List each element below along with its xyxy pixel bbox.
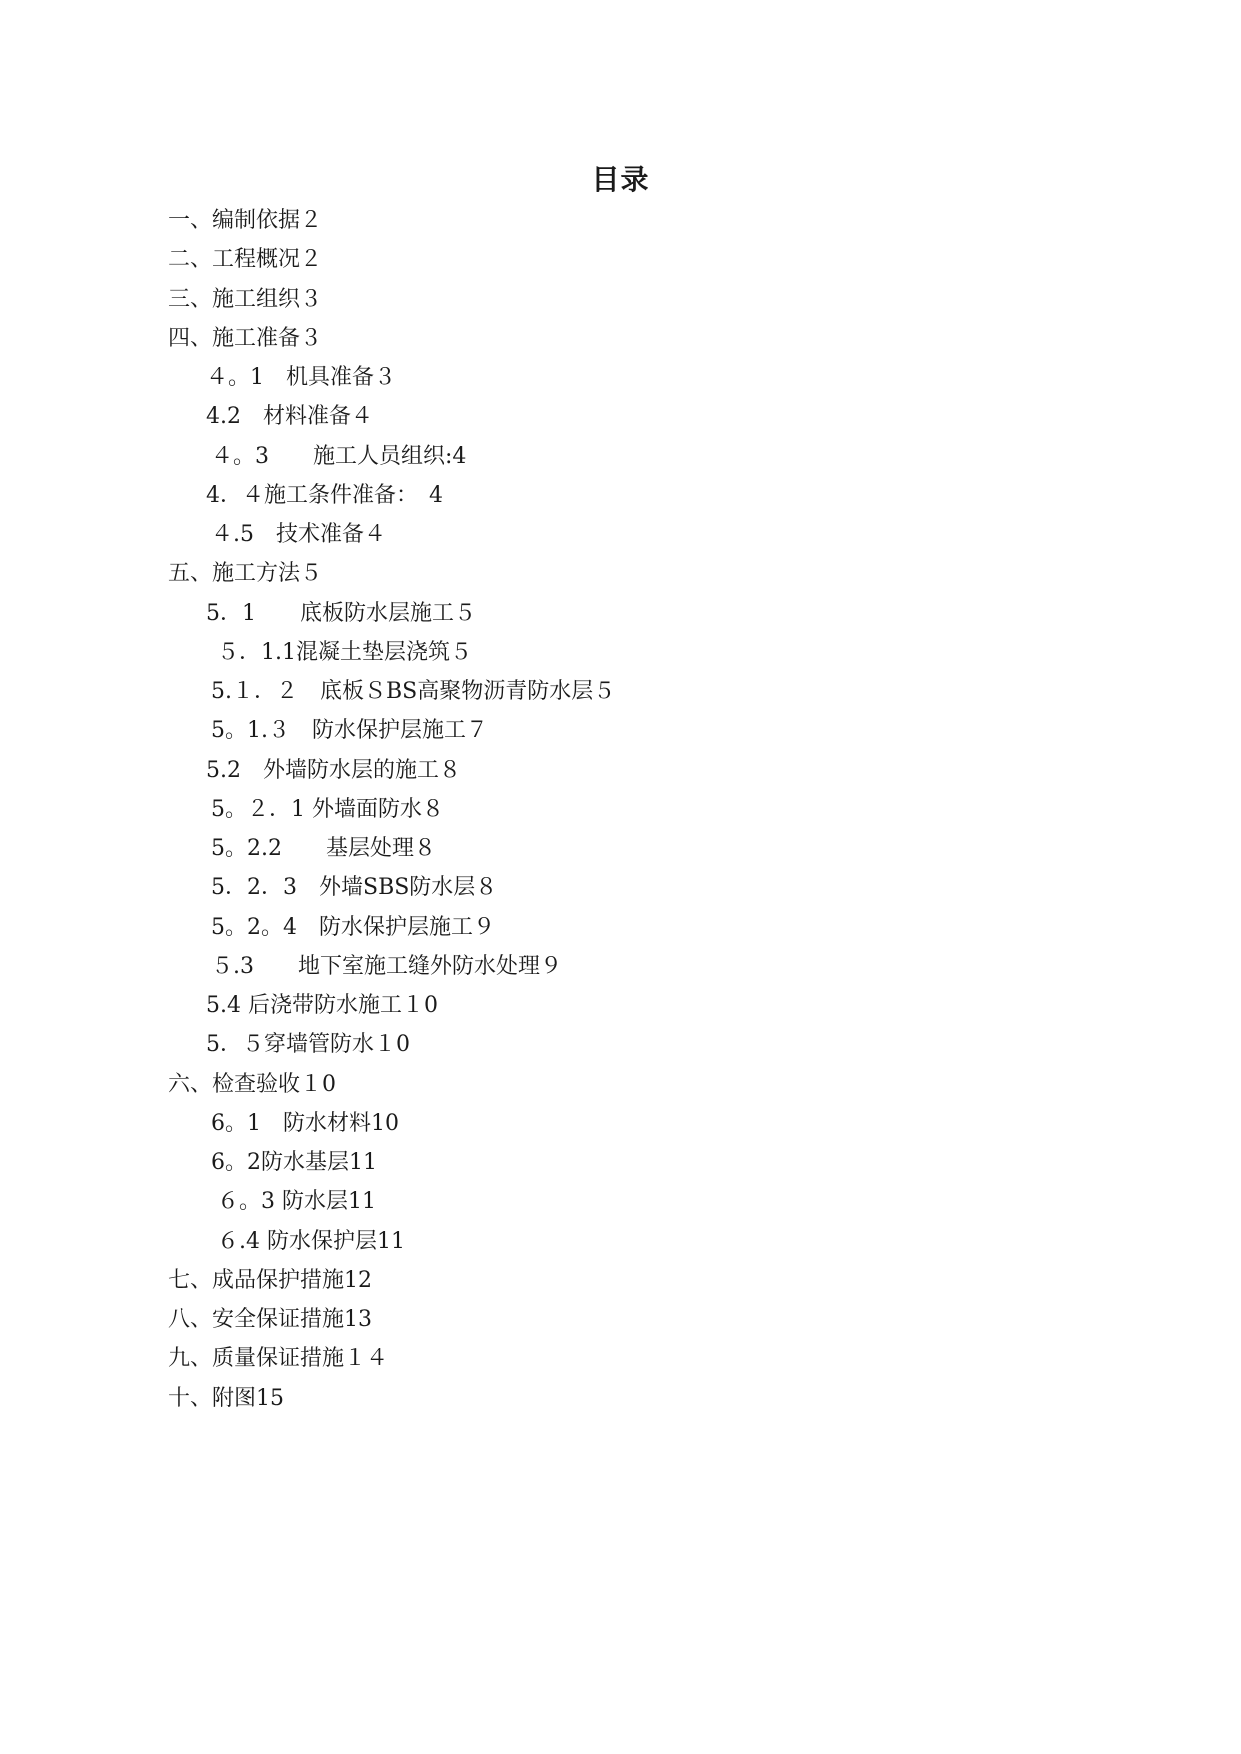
toc-entry: 5．2．3 外墙SBS防水层８: [211, 875, 498, 901]
toc-entry: 五、施工方法５: [168, 561, 323, 587]
toc-entry: 5．５穿墙管防水１0: [206, 1032, 410, 1058]
toc-entry: 4.2 材料准备４: [206, 404, 373, 430]
toc-entry: ４。3 施工人员组织:4: [211, 443, 467, 469]
toc-entry: ６.4 防水保护层11: [217, 1228, 405, 1254]
page-title: 目录: [591, 163, 650, 196]
toc-entry: 5.2 外墙防水层的施工８: [206, 757, 461, 783]
toc-entry: 6。1 防水材料10: [211, 1110, 399, 1136]
toc-entry: 八、安全保证措施13: [168, 1307, 372, 1332]
toc-entry: 5。2。4 防水保护层施工９: [211, 914, 495, 940]
toc-entry: ６。3 防水层11: [217, 1189, 376, 1215]
toc-entry: 一、编制依据２: [168, 208, 323, 233]
toc-entry: 三、施工组织３: [168, 286, 323, 312]
toc-entry: 5.4 后浇带防水施工１0: [206, 993, 438, 1018]
toc-entry: 七、成品保护措施12: [168, 1267, 372, 1293]
toc-entry: ５.3 地下室施工缝外防水处理９: [211, 953, 562, 979]
toc-entry: 九、质量保证措施１４: [168, 1346, 389, 1372]
toc-entry: 十、附图15: [168, 1385, 284, 1411]
toc-entry: 6。2防水基层11: [211, 1150, 377, 1175]
toc-entry: ４.5 技术准备４: [211, 522, 386, 547]
table-of-contents: [0, 206, 1241, 1606]
toc-entry: 4．４施工条件准备： 4: [206, 482, 443, 508]
toc-entry: ５．1.1混凝土垫层浇筑５: [217, 639, 472, 665]
toc-entry: 5．1 底板防水层施工５: [206, 600, 476, 626]
toc-entry: 5。2.2 基层处理８: [211, 836, 436, 861]
toc-entry: 四、施工准备３: [168, 325, 323, 351]
toc-entry: ４。1 机具准备３: [206, 365, 396, 390]
toc-entry: 5。２．1 外墙面防水８: [211, 796, 444, 822]
toc-entry: 二、工程概况２: [168, 247, 323, 273]
toc-entry: 5。1.３ 防水保护层施工７: [211, 718, 488, 744]
toc-entry: 5.１．２ 底板ＳBS高聚物沥青防水层５: [211, 679, 616, 704]
toc-entry: 六、检查验收１0: [168, 1071, 336, 1097]
